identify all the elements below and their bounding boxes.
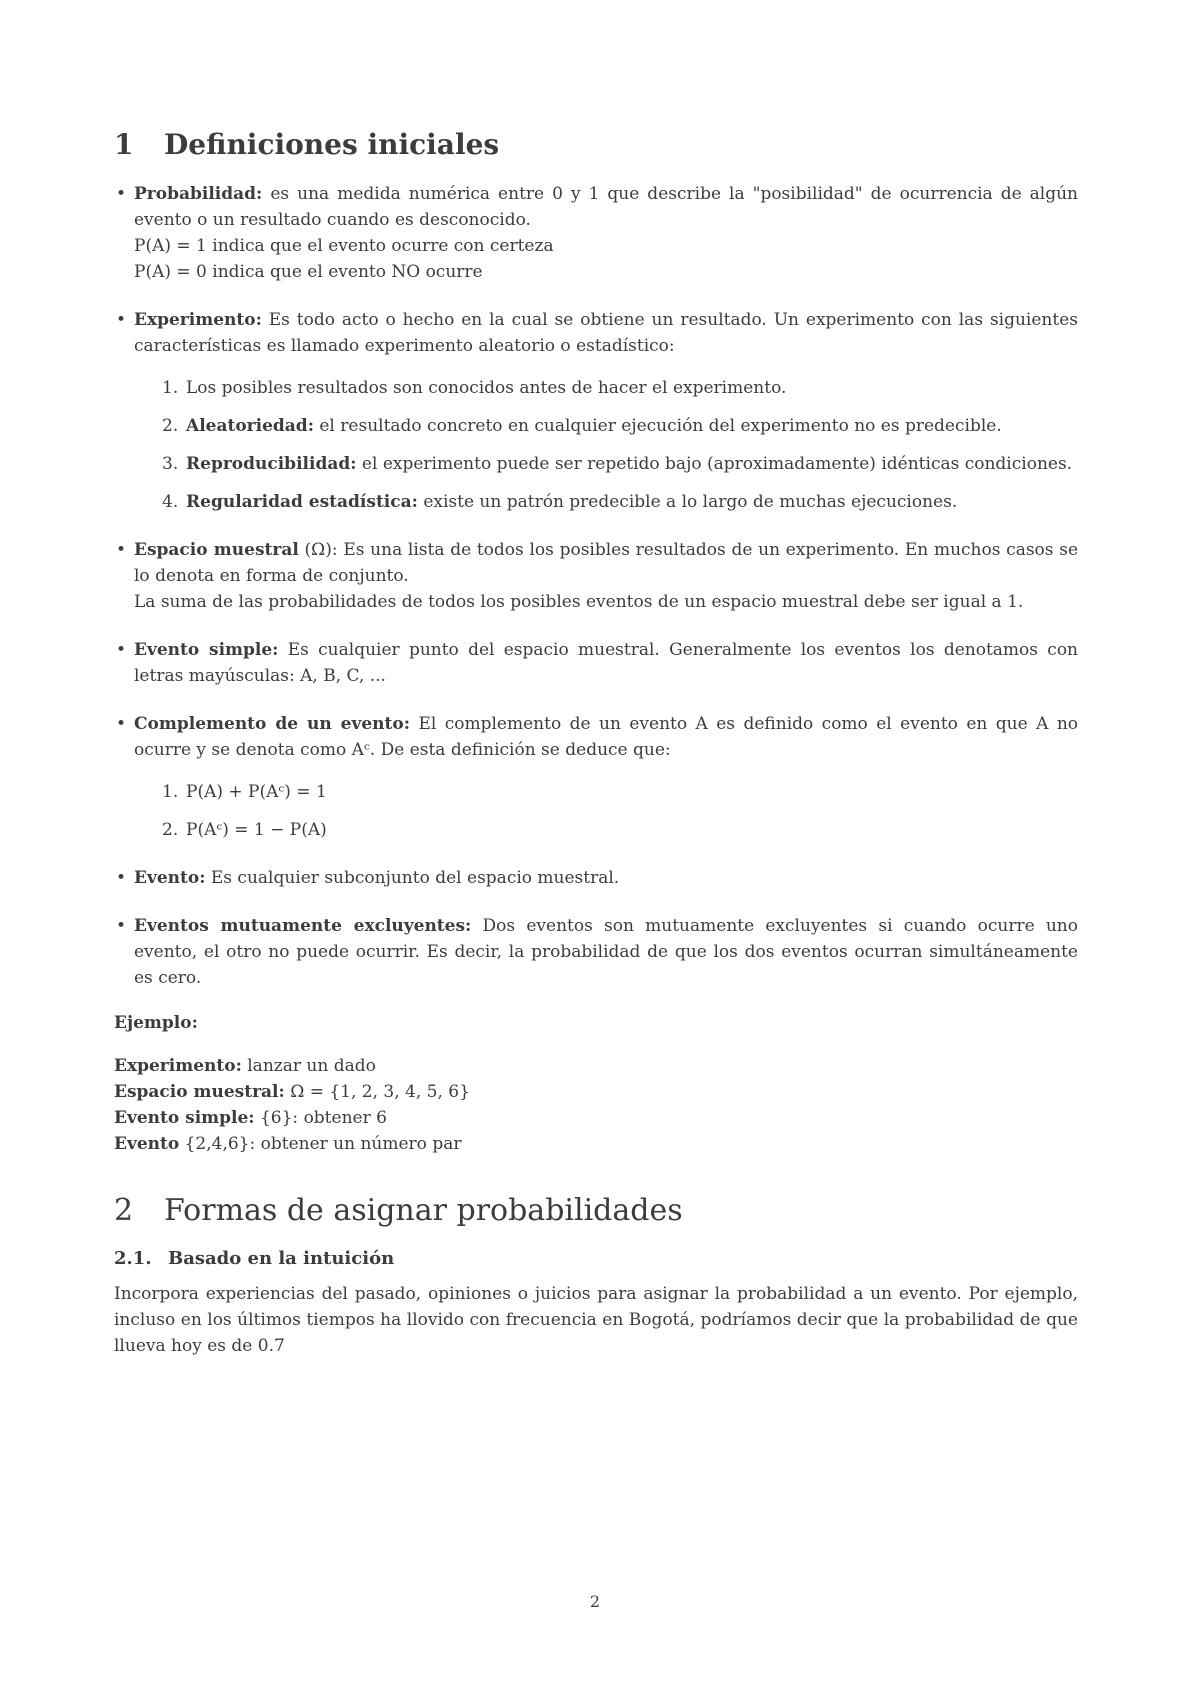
page-content bbox=[114, 128, 1078, 1359]
subsection-number: 2.1. bbox=[114, 1248, 152, 1269]
definition-line: P(A) = 1 indica que el evento ocurre con certeza bbox=[134, 236, 554, 256]
page-number: 2 bbox=[589, 1592, 601, 1611]
example-term: Espacio muestral: bbox=[114, 1082, 285, 1102]
definition-item bbox=[114, 637, 1078, 689]
definition-term: Eventos mutuamente excluyentes: bbox=[134, 916, 472, 936]
definition-term: Probabilidad: bbox=[134, 184, 263, 204]
definition-text: Es cualquier punto del espacio muestral. Generalmente los eventos los denotamos con letras mayúsculas: A, B, C, ... bbox=[134, 640, 1078, 686]
definition-term: Evento: bbox=[134, 868, 206, 888]
example-text: Ω = {1, 2, 3, 4, 5, 6} bbox=[290, 1082, 470, 1102]
enumerated-list bbox=[134, 375, 1078, 515]
definition-term: Complemento de un evento: bbox=[134, 714, 410, 734]
enumerated-item bbox=[162, 413, 1078, 439]
section-title: Definiciones iniciales bbox=[164, 128, 500, 161]
enumerated-item bbox=[162, 451, 1078, 477]
definition-text: (Ω): Es una lista de todos los posibles resultados de un experimento. En muchos casos se lo denota en forma de conjunto. bbox=[134, 540, 1079, 586]
section-number: 1 bbox=[114, 128, 134, 161]
definition-line: La suma de las probabilidades de todos los posibles eventos de un espacio muestral debe ser igual a 1. bbox=[134, 592, 1024, 612]
definition-text: El complemento de un evento A es definido como el evento en que A no ocurre y se denota como Aᶜ. De esta definición se deduce que: bbox=[134, 714, 1079, 760]
example-term: Experimento: bbox=[114, 1056, 242, 1076]
definition-item bbox=[114, 537, 1078, 615]
enumerated-term: Reproducibilidad: bbox=[186, 454, 357, 474]
enumerated-number: 3. bbox=[162, 454, 179, 474]
example-term: Evento bbox=[114, 1134, 180, 1154]
example-text: lanzar un dado bbox=[247, 1056, 376, 1076]
definition-text: Es todo acto o hecho en la cual se obtiene un resultado. Un experimento con las siguientes características es llamado experimento aleatorio o estadístico: bbox=[134, 310, 1078, 356]
section-heading bbox=[114, 128, 1078, 161]
section-number: 2 bbox=[114, 1193, 134, 1228]
enumerated-item bbox=[162, 489, 1078, 515]
enumerated-number: 1. bbox=[162, 378, 179, 398]
example-text: {6}: obtener 6 bbox=[259, 1108, 387, 1128]
enumerated-text: existe un patrón predecible a lo largo de muchas ejecuciones. bbox=[423, 492, 958, 512]
definition-item bbox=[114, 913, 1078, 991]
example-heading: Ejemplo: bbox=[114, 1013, 198, 1033]
section-heading bbox=[114, 1193, 1078, 1228]
example-term: Evento simple: bbox=[114, 1108, 255, 1128]
enumerated-item bbox=[162, 779, 1078, 805]
definition-term: Espacio muestral bbox=[134, 540, 299, 560]
enumerated-number: 2. bbox=[162, 416, 179, 436]
definition-text: Es cualquier subconjunto del espacio muestral. bbox=[210, 868, 620, 888]
enumerated-item bbox=[162, 817, 1078, 843]
definition-text: Dos eventos son mutuamente excluyentes si cuando ocurre uno evento, el otro no puede ocurrir. Es decir, la probabilidad de que los dos eventos ocurran simultáneamente es cero. bbox=[134, 916, 1078, 988]
section-title: Formas de asignar probabilidades bbox=[164, 1193, 683, 1228]
enumerated-number: 2. bbox=[162, 820, 179, 840]
enumerated-term: Regularidad estadística: bbox=[186, 492, 418, 512]
subsection-title: Basado en la intuición bbox=[168, 1248, 395, 1269]
definition-item bbox=[114, 307, 1078, 515]
definition-term: Experimento: bbox=[134, 310, 262, 330]
definition-text: es una medida numérica entre 0 y 1 que describe la "posibilidad" de ocurrencia de algún evento o un resultado cuando es desconocido. bbox=[134, 184, 1079, 230]
enumerated-list bbox=[134, 779, 1078, 843]
enumerated-text: P(A) + P(Aᶜ) = 1 bbox=[186, 782, 327, 802]
definition-line: P(A) = 0 indica que el evento NO ocurre bbox=[134, 262, 483, 282]
definitions-list bbox=[114, 181, 1078, 991]
example-line bbox=[114, 1105, 1078, 1131]
subsection-heading bbox=[114, 1248, 1078, 1269]
definition-item bbox=[114, 181, 1078, 285]
enumerated-text: el experimento puede ser repetido bajo (aproximadamente) idénticas condiciones. bbox=[361, 454, 1073, 474]
example-line bbox=[114, 1079, 1078, 1105]
definition-item bbox=[114, 711, 1078, 843]
example-text: {2,4,6}: obtener un número par bbox=[184, 1134, 462, 1154]
definition-item bbox=[114, 865, 1078, 891]
enumerated-number: 4. bbox=[162, 492, 179, 512]
enumerated-number: 1. bbox=[162, 782, 179, 802]
definition-term: Evento simple: bbox=[134, 640, 279, 660]
enumerated-text: Los posibles resultados son conocidos antes de hacer el experimento. bbox=[186, 378, 787, 398]
enumerated-term: Aleatoriedad: bbox=[186, 416, 314, 436]
enumerated-text: P(Aᶜ) = 1 − P(A) bbox=[186, 820, 327, 840]
example-line bbox=[114, 1131, 1078, 1157]
enumerated-text: el resultado concreto en cualquier ejecución del experimento no es predecible. bbox=[319, 416, 1002, 436]
example-line bbox=[114, 1053, 1078, 1079]
body-paragraph: Incorpora experiencias del pasado, opiniones o juicios para asignar la probabilidad a un evento. Por ejemplo, incluso en los últimos tiempos ha llovido con frecuencia en Bogotá, podríamos decir que la probabilidad de que llueva hoy es de 0.7 bbox=[114, 1284, 1078, 1356]
enumerated-item bbox=[162, 375, 1078, 401]
example-block bbox=[114, 1053, 1078, 1157]
